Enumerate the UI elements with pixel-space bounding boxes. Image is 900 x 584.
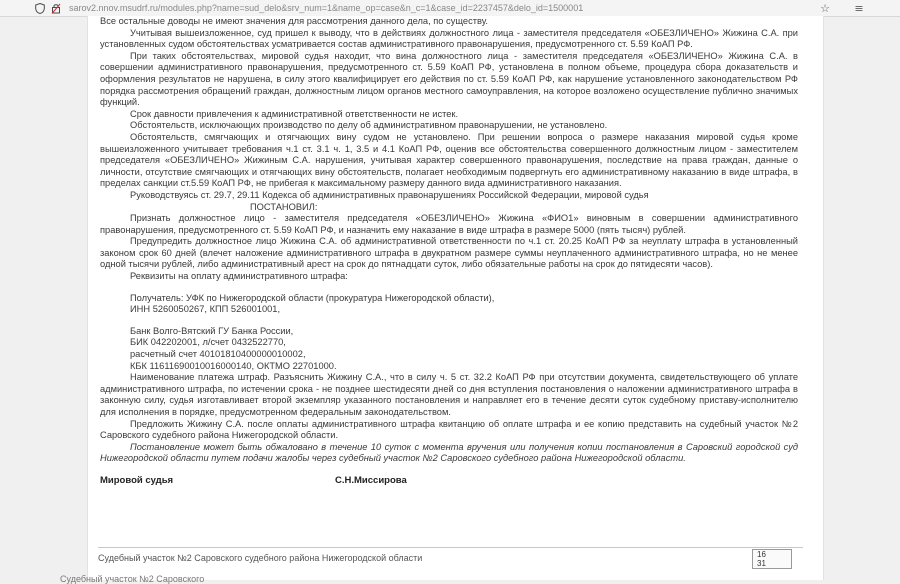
document-paragraph: Все остальные доводы не имеют значения для рассмотрения данного дела, по существу.: [100, 16, 489, 26]
judge-role: Мировой судья: [100, 474, 174, 486]
paragraph-gap: [100, 316, 798, 326]
visit-counter: [752, 549, 792, 569]
document-body: [100, 16, 798, 487]
document-paragraph: КБК 11611690010016000140, ОКТМО 22701000.: [130, 360, 337, 371]
paragraph-gap: [100, 283, 798, 293]
document-paragraph: ИНН 5260050267, КПП 526001001,: [130, 304, 281, 315]
document-paragraph: Обстоятельств, исключающих производство по делу об административном правонарушении, не установлено.: [130, 120, 608, 131]
shield-icon[interactable]: [33, 1, 47, 15]
document-paragraph: расчетный счет 40101810400000010002,: [130, 349, 306, 360]
star-icon[interactable]: ☆: [820, 1, 830, 15]
document-paragraph: Обстоятельств, смягчающих и отягчающих вину судом не установлено. При решении вопроса о размере наказания мировой судья кроме вышеизложенного учитывает требования ч.1 ст. 3.1 ч. 1, 3.5 и 4.1 КоАП РФ, оценив все обстоятельства совершенного должностным лицом - заместителем председателя «ОБЕЗЛИЧЕНО» Жижиным С.А. нарушения, учитывая характер совершенного правонарушения, последствие на права граждан, данные о личности, отсутствие смягчающих и отягчающих вину обстоятельств, полагает необходимым подвергнуть его административному наказанию в виде штрафа, в пределах санкции ст.5.59 КоАП РФ, не прибегая к максимальному размеру данного вида административного наказания.: [100, 131, 798, 189]
document-paragraph: Получатель: УФК по Нижегородской области (прокуратура Нижегородской области),: [130, 292, 495, 303]
document-paragraph: Постановление может быть обжаловано в течение 10 суток с момента вручения или получения копии постановления в Саровский городской суд Нижегородской области путем подачи жалобы через судебный участок №2 Саровского судебного района Нижегородской области.: [100, 441, 798, 464]
document-paragraph: Учитывая вышеизложенное, суд пришел к выводу, что в действиях должностного лица - заместителя председателя «ОБЕЗЛИЧЕНО» Жижина С.А. при установленных судом обстоятельствах усматривается состав административного правонарушения, предусмотренного ст. 5.59 КоАП РФ.: [100, 27, 798, 50]
document-paragraph: Банк Волго-Вятский ГУ Банка России,: [130, 325, 294, 336]
document-paragraph: ПОСТАНОВИЛ:: [250, 201, 318, 212]
document-paragraph: Руководствуясь ст. 29.7, 29.11 Кодекса об административных правонарушениях Российской Федерации, мировой судья: [130, 189, 649, 200]
document-paragraph: Реквизиты на оплату административного штрафа:: [130, 271, 348, 282]
footer-divider: [98, 547, 803, 548]
address-bar[interactable]: sarov2.nnov.msudrf.ru/modules.php?name=sud_delo&srv_num=1&name_op=case&n_c=1&case_id=2237457&delo_id=1500001: [69, 3, 584, 13]
document-paragraph: Предложить Жижину С.А. после оплаты административного штрафа квитанцию об оплате штрафа и ее копию представить на судебный участок №2 Саровского судебного района Нижегородской области.: [100, 418, 798, 441]
signature-row: [100, 475, 798, 487]
bottom-strip-text: Судебный участок №2 Саровского: [60, 574, 205, 584]
document-paragraph: Признать должностное лицо - заместителя председателя «ОБЕЗЛИЧЕНО» Жижина «ФИО1» виновным в совершении административного правонарушения, предусмотренного ст. 5.59 КоАП РФ, и назначить ему наказание в виде штрафа в размере 5000 (пять тысяч) рублей.: [100, 213, 798, 235]
browser-toolbar: [0, 0, 900, 17]
document-paragraph: Наименование платежа штраф. Разъяснить Жижину С.А., что в силу ч. 5 ст. 32.2 КоАП РФ при отсутствии документа, свидетельствующего об уплате административного штрафа, по истечении срока - не позднее шестидесяти дней со дня вступления постановления о наложении административного штрафа в законную силу, судья изготавливает второй экземпляр указанного постановления и направляет его в течение десяти суток судебному приставу-исполнителю для исполнения в порядке, предусмотренном федеральным законодательством.: [100, 372, 798, 417]
document-paragraph: При таких обстоятельствах, мировой судья находит, что вина должностного лица - заместителя председателя «ОБЕЗЛИЧЕНО» Жижина С.А. в совершении административного правонарушения, предусмотренного ст. 5.59 КоАП РФ, установлена в полном объеме, процедура сбора доказательств и оформления результатов не нарушена, в силу этого квалифицирует его действия по ст. 5.59 КоАП РФ, как нарушение установленного законодательством РФ порядка рассмотрения обращений граждан, должностным лицом органов местного самоуправления, на которое возложено осуществление публично значимых функций.: [100, 50, 798, 108]
lock-icon[interactable]: [49, 1, 63, 15]
counter-bottom: 31: [757, 559, 766, 568]
page-scroll-area[interactable]: [822, 16, 900, 580]
document-paragraph: БИК 042202001, л/счет 0432522770,: [130, 337, 286, 348]
footer-text: Судебный участок №2 Саровского судебного района Нижегородской области: [98, 553, 423, 563]
document-paragraph: Предупредить должностное лицо Жижина С.А. об административной ответственности по ч.1 ст. 20.25 КоАП РФ за неуплату штрафа в установленный законом срок 60 дней (влечет наложение административного штрафа в двукратном размере суммы неуплаченного административного штрафа, но не менее одной тысячи рублей, либо административный арест на срок до пятнадцати суток, либо обязательные работы на срок до пятидесяти часов).: [100, 236, 798, 270]
counter-top: 16: [757, 550, 766, 559]
menu-icon[interactable]: ≡: [854, 1, 864, 15]
document-page: [87, 16, 824, 580]
document-paragraph: Срок давности привлечения к административной ответственности не истек.: [130, 108, 459, 119]
judge-name: С.Н.Миссирова: [335, 474, 407, 486]
